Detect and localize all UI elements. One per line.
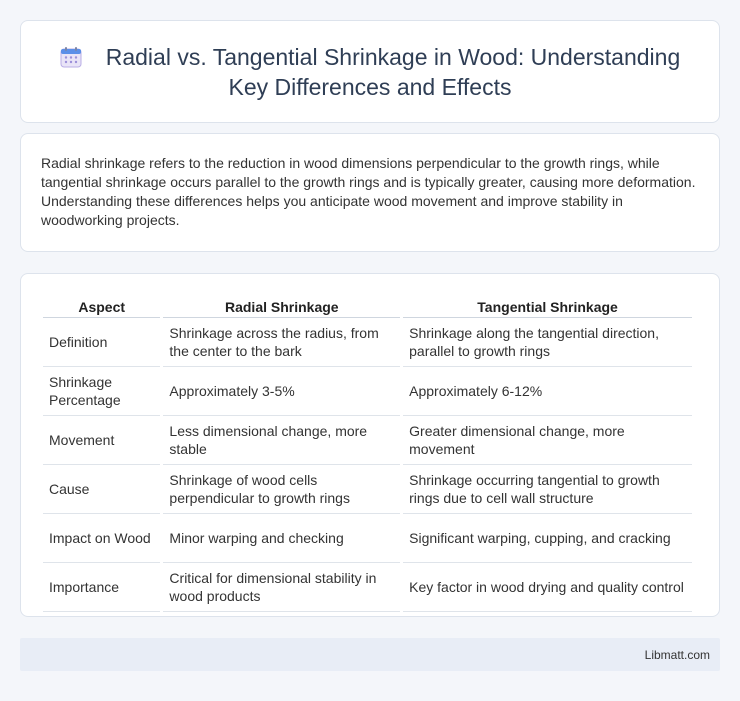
title-card <box>20 20 720 123</box>
table-header-row <box>43 296 692 318</box>
comparison-card <box>20 273 720 617</box>
comparison-table <box>40 296 695 612</box>
radial-cell: Approximately 3-5% <box>163 367 400 416</box>
aspect-cell: Importance <box>43 563 160 612</box>
tangential-cell: Key factor in wood drying and quality control <box>403 563 692 612</box>
page-title-text: Radial vs. Tangential Shrinkage in Wood: Understanding Key Differences and Effects <box>105 43 681 100</box>
aspect-cell: Cause <box>43 465 160 514</box>
footer <box>20 638 720 671</box>
table-row <box>43 367 692 416</box>
table-row <box>43 416 692 465</box>
header-aspect: Aspect <box>43 296 160 318</box>
intro-card <box>20 133 720 252</box>
radial-cell: Shrinkage of wood cells perpendicular to growth rings <box>163 465 400 514</box>
radial-cell: Minor warping and checking <box>163 514 400 563</box>
aspect-cell: Definition <box>43 318 160 367</box>
radial-cell: Shrinkage across the radius, from the center to the bark <box>163 318 400 367</box>
header-tangential: Tangential Shrinkage <box>403 296 692 318</box>
tangential-cell: Shrinkage occurring tangential to growth rings due to cell wall structure <box>403 465 692 514</box>
tangential-cell: Greater dimensional change, more movement <box>403 416 692 465</box>
intro-paragraph: Radial shrinkage refers to the reduction in wood dimensions perpendicular to the growth rings, while tangential shrinkage occurs parallel to the growth rings and is typically greater, causing more deformation. Understanding these differences helps you anticipate wood movement and improve stability in woodworking projects. <box>41 155 696 228</box>
tangential-cell: Significant warping, cupping, and cracking <box>403 514 692 563</box>
header-radial: Radial Shrinkage <box>163 296 400 318</box>
footer-brand[interactable]: Libmatt.com <box>644 647 710 662</box>
table-row <box>43 465 692 514</box>
radial-cell: Critical for dimensional stability in wood products <box>163 563 400 612</box>
aspect-cell: Movement <box>43 416 160 465</box>
table-row <box>43 514 692 563</box>
tangential-cell: Shrinkage along the tangential direction, parallel to growth rings <box>403 318 692 367</box>
aspect-cell: Impact on Wood <box>43 514 160 563</box>
page-title <box>45 42 695 102</box>
aspect-cell: Shrinkage Percentage <box>43 367 160 416</box>
table-row <box>43 563 692 612</box>
tangential-cell: Approximately 6-12% <box>403 367 692 416</box>
radial-cell: Less dimensional change, more stable <box>163 416 400 465</box>
calendar-icon <box>60 46 82 68</box>
table-row <box>43 318 692 367</box>
